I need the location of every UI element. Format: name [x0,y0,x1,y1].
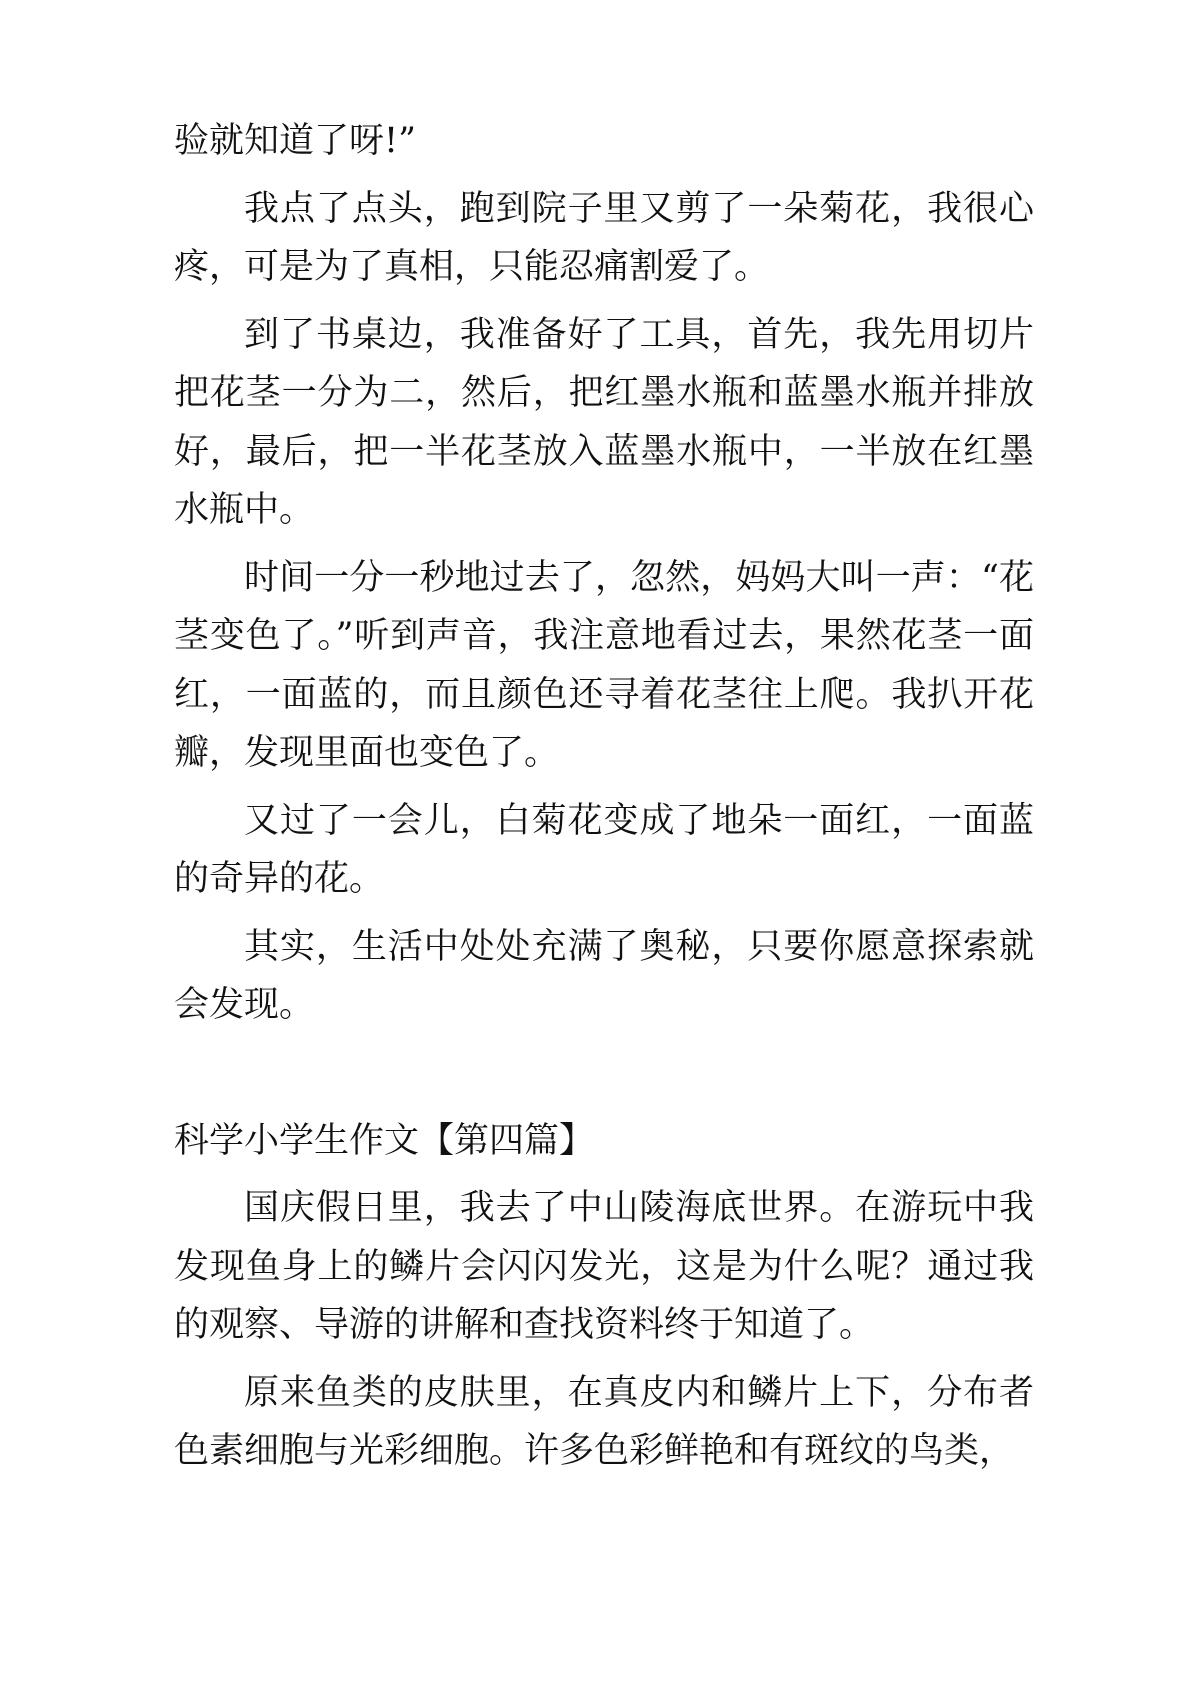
paragraph: 又过了一会儿，白菊花变成了地朵一面红，一面蓝的奇异的花。 [174,800,1034,899]
paragraph: 原来鱼类的皮肤里，在真皮内和鳞片上下，分布者色素细胞与光彩细胞。许多色彩鲜艳和有斑纹的鸟类， [174,1372,1034,1471]
paragraph: 我点了点头，跑到院子里又剪了一朵菊花，我很心疼，可是为了真相，只能忍痛割爱了。 [174,188,1034,287]
paragraph: 到了书桌边，我准备好了工具，首先，我先用切片把花茎一分为二，然后，把红墨水瓶和蓝墨水瓶并排放好，最后，把一半花茎放入蓝墨水瓶中，一半放在红墨水瓶中。 [174,314,1034,530]
paragraph-continuation: 验就知道了呀!” [174,121,416,161]
section-heading: 科学小学生作文【第四篇】 [174,1120,595,1161]
paragraph: 国庆假日里，我去了中山陵海底世界。在游玩中我发现鱼身上的鳞片会闪闪发光，这是为什么呢？通过我的观察、导游的讲解和查找资料终于知道了。 [174,1188,1034,1345]
paragraph: 其实，生活中处处充满了奥秘，只要你愿意探索就会发现。 [174,926,1034,1025]
section-gap [174,1044,1034,1112]
text-column [174,112,1034,1490]
paragraph: 时间一分一秒地过去了，忽然，妈妈大叫一声：“花茎变色了。”听到声音，我注意地看过去，果然花茎一面红，一面蓝的，而且颜色还寻着花茎往上爬。我扒开花瓣，发现里面也变色了。 [174,557,1034,773]
